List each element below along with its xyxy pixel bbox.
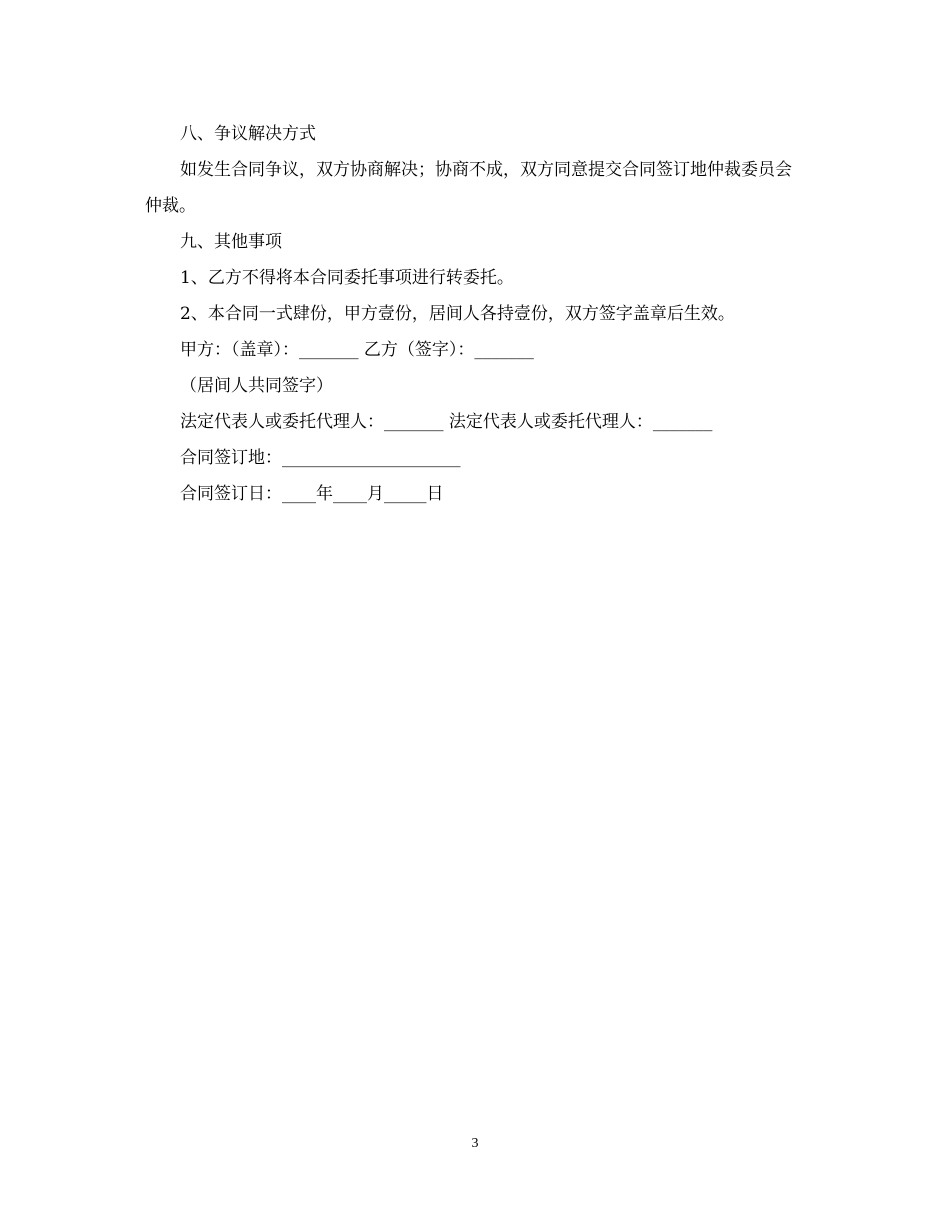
representative-signature-line: 法定代表人或委托代理人：_______ 法定代表人或委托代理人：_______	[180, 412, 713, 432]
other-clause-1: 1、乙方不得将本合同委托事项进行转委托。	[180, 268, 514, 288]
page-number: 3	[471, 1136, 479, 1151]
signing-place-line: 合同签订地：_____________________	[180, 448, 461, 468]
intermediary-signature-note: （居间人共同签字）	[180, 376, 333, 396]
document-body	[145, 116, 805, 512]
section-heading-other: 九、其他事项	[180, 232, 282, 252]
dispute-clause: 如发生合同争议，双方协商解决；协商不成，双方同意提交合同签订地仲裁委员会仲裁。	[145, 160, 792, 216]
section-heading-dispute: 八、争议解决方式	[180, 124, 316, 144]
signature-party-line: 甲方：（盖章）：_______ 乙方（签字）：_______	[180, 340, 534, 360]
other-clause-2: 2、本合同一式肆份，甲方壹份，居间人各持壹份，双方签字盖章后生效。	[180, 304, 735, 324]
signing-date-line: 合同签订日：____年____月_____日	[180, 484, 444, 504]
